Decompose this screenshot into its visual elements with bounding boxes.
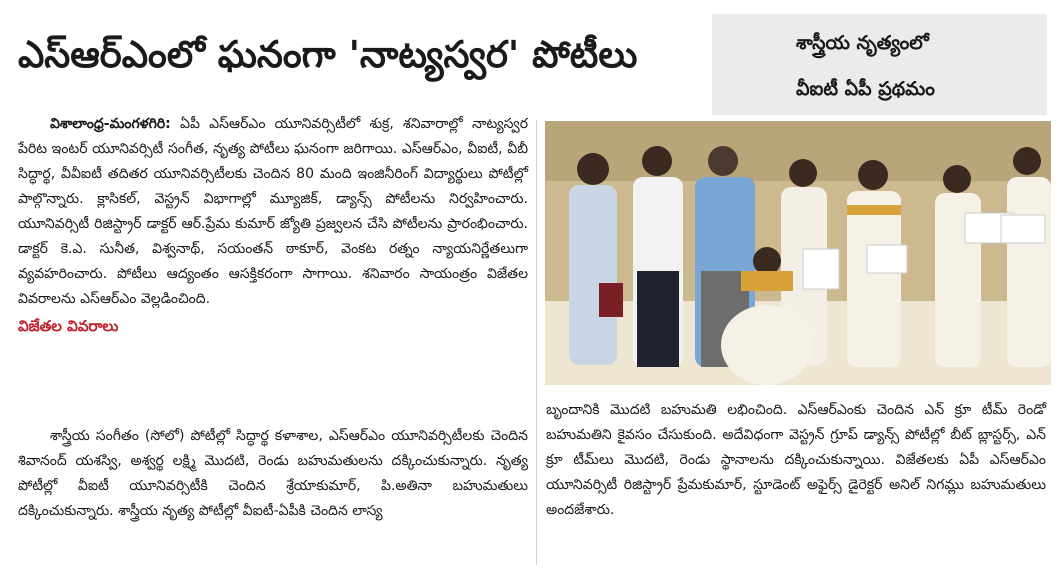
winners-subheading: విజేతల వివరాలు: [18, 317, 119, 335]
article-column-1: [18, 112, 528, 338]
column-divider: [536, 120, 537, 565]
paragraph-1-text: ఏపీ ఎస్ఆర్ఎం యూనివర్సిటీలో శుక్ర, శనివారాల్లో నాట్యస్వర పేరిట ఇంటర్ యూనివర్సిటీ సంగీత, నృత్య పోటీలు ఘనంగా జరిగాయి. ఎస్ఆర్ఎం, వీఐటీ, వీబీ సిద్ధార్థ, వీవీఐటీ తదితర యూనివర్సిటీలకు చెందిన 80 మంది ఇంజినీరింగ్ విద్యార్థులు పోటీల్లో పాల్గొన్నారు. క్లాసికల్, వెస్ట్రన్ విభాగాల్లో మ్యూజిక్, డ్యాన్స్ పోటీలను నిర్వహించారు. యూనివర్సిటీ రిజిస్ట్రార్ డాక్టర్ ఆర్.ప్రేమ కుమార్ జ్యోతి ప్రజ్వలన చేసి పోటీలను ప్రారంభించారు. డాక్టర్ కె.ఎ. సునీత, విశ్వనాథ్, సయంతన్ ఠాకూర్, వెంకట రత్నం న్యాయనిర్ణేతలుగా వ్యవహరించారు. పోటీలు ఆద్యంతం ఆసక్తికరంగా సాగాయి. శనివారం సాయంత్రం విజేతల వివరాలను ఎస్ఆర్ఎం వెల్లడించింది.: [18, 116, 528, 307]
article-paragraph-2: శాస్త్రీయ సంగీతం (సోలో) పోటీల్లో సిద్ధార్థ కళాశాల, ఎస్ఆర్ఎం యూనివర్సిటీలకు చెందిన శివానంద్ యశస్వి, అశ్వర్థ లక్ష్మి మొదటి, రెండు బహుమతులను దక్కించుకున్నారు. నృత్య పోటీల్లో వీఐటీ యూనివర్సిటీకి చెందిన శ్రేయాకుమార్, పి.అతినా బహుమతులు దక్కించుకున్నారు. శాస్త్రీయ నృత్య పోటీల్లో వీఐటీ-ఏపీకి చెందిన లాస్య: [18, 428, 528, 519]
news-photo: [545, 121, 1051, 385]
side-headline-box: [712, 14, 1047, 115]
photo-illustration: [545, 121, 1051, 385]
side-headline-line2: వీఐటీ ఏపీ ప్రథమం: [796, 78, 935, 100]
headline: ఎస్ఆర్ఎంలో ఘనంగా 'నాట్యస్వర' పోటీలు: [18, 33, 638, 76]
article-paragraph-3: బృందానికి మొదటి బహుమతి లభించింది. ఎస్ఆర్ఎంకు చెందిన ఎన్ క్రూ టీమ్ రెండో బహుమతిని కైవసం చేసుకుంది. అదేవిధంగా వెస్ట్రన్ గ్రూప్ డ్యాన్స్ పోటీల్లో బీట్ బ్లాస్టర్స్, ఎన్ క్రూ టీమ్‌లు మొదటి, రెండు స్థానాలను దక్కించుకున్నాయి. విజేతలకు ఏపీ ఎస్ఆర్ఎం యూనివర్సిటీ రిజిస్ట్రార్ ప్రేమకుమార్, స్టూడెంట్ అఫైర్స్ డైరెక్టర్ అనిల్ నిగమ్లు బహుమతులు అందజేశారు.: [546, 402, 1046, 518]
side-headline-line1: శాస్త్రీయ నృత్యంలో: [796, 32, 929, 54]
article-column-2: [18, 424, 528, 524]
dateline: విశాలాంధ్ర-మంగళగిరి:: [50, 116, 171, 132]
article-paragraph-1: [18, 112, 528, 312]
article-column-3: [546, 398, 1046, 523]
